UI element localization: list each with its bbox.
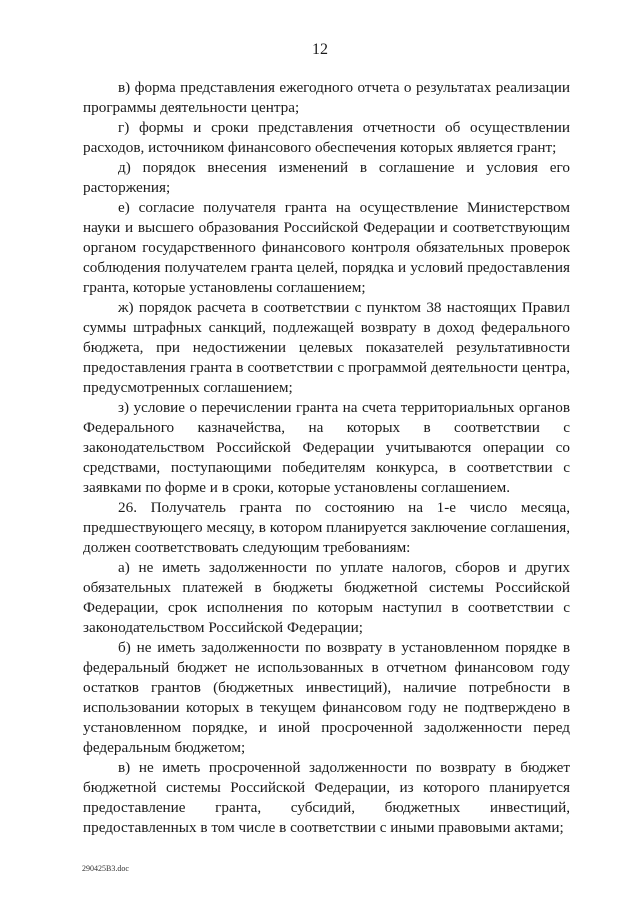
paragraph-a-no-tax-debt: а) не иметь задолженности по уплате налогов, сборов и других обязательных платежей в бюджеты бюджетной системы Российской Федерации, срок исполнения по которым наступил в соответствии с законодательством Российской Федерации; xyxy=(83,559,570,636)
paragraph-d-amendment-procedure: д) порядок внесения изменений в соглашение и условия его расторжения; xyxy=(83,159,570,196)
paragraph-zh-penalty-calculation: ж) порядок расчета в соответствии с пунктом 38 настоящих Правил суммы штрафных санкций, подлежащей возврату в доход федерального бюджета, при недостижении целевых показателей результативности предоставления гранта в соответствии с программой деятельности центра, предусмотренных соглашением; xyxy=(83,299,570,396)
paragraph-z-treasury-transfer: з) условие о перечислении гранта на счета территориальных органов Федерального казначейства, на которых в соответствии с законодательством Российской Федерации учитываются операции со средствами, поступающими победителям конкурса, в соответствии с заявками по форме и в сроки, которые установлены соглашением. xyxy=(83,399,570,496)
document-body xyxy=(83,78,570,838)
paragraph-v-no-overdue-debt: в) не иметь просроченной задолженности по возврату в бюджет бюджетной системы Российской Федерации, из которого планируется предоставление гранта, субсидий, бюджетных инвестиций, предоставленных в том числе в соответствии с иными правовыми актами; xyxy=(83,759,570,836)
paragraph-e-audit-consent: е) согласие получателя гранта на осуществление Министерством науки и высшего образования Российской Федерации и соответствующим органом государственного финансового контроля обязательных проверок соблюдения получателем гранта целей, порядка и условий предоставления гранта, которые установлены соглашением; xyxy=(83,199,570,296)
paragraph-g-reporting-forms: г) формы и сроки представления отчетности об осуществлении расходов, источником финансового обеспечения которых является грант; xyxy=(83,119,570,156)
paragraph-26-recipient-requirements: 26. Получатель гранта по состоянию на 1-е число месяца, предшествующего месяцу, в котором планируется заключение соглашения, должен соответствовать следующим требованиям: xyxy=(83,499,570,556)
paragraph-b-no-return-debt: б) не иметь задолженности по возврату в установленном порядке в федеральный бюджет не использованных в отчетном финансовом году остатков грантов (бюджетных инвестиций), наличие потребности в использовании которых в текущем финансовом году не подтверждено в установленном порядке, и иной просроченной задолженности перед федеральным бюджетом; xyxy=(83,639,570,756)
paragraph-v-report-form: в) форма представления ежегодного отчета о результатах реализации программы деятельности центра; xyxy=(83,79,570,116)
page-number: 12 xyxy=(312,41,328,58)
document-file-code: 290425В3.doc xyxy=(82,864,129,873)
